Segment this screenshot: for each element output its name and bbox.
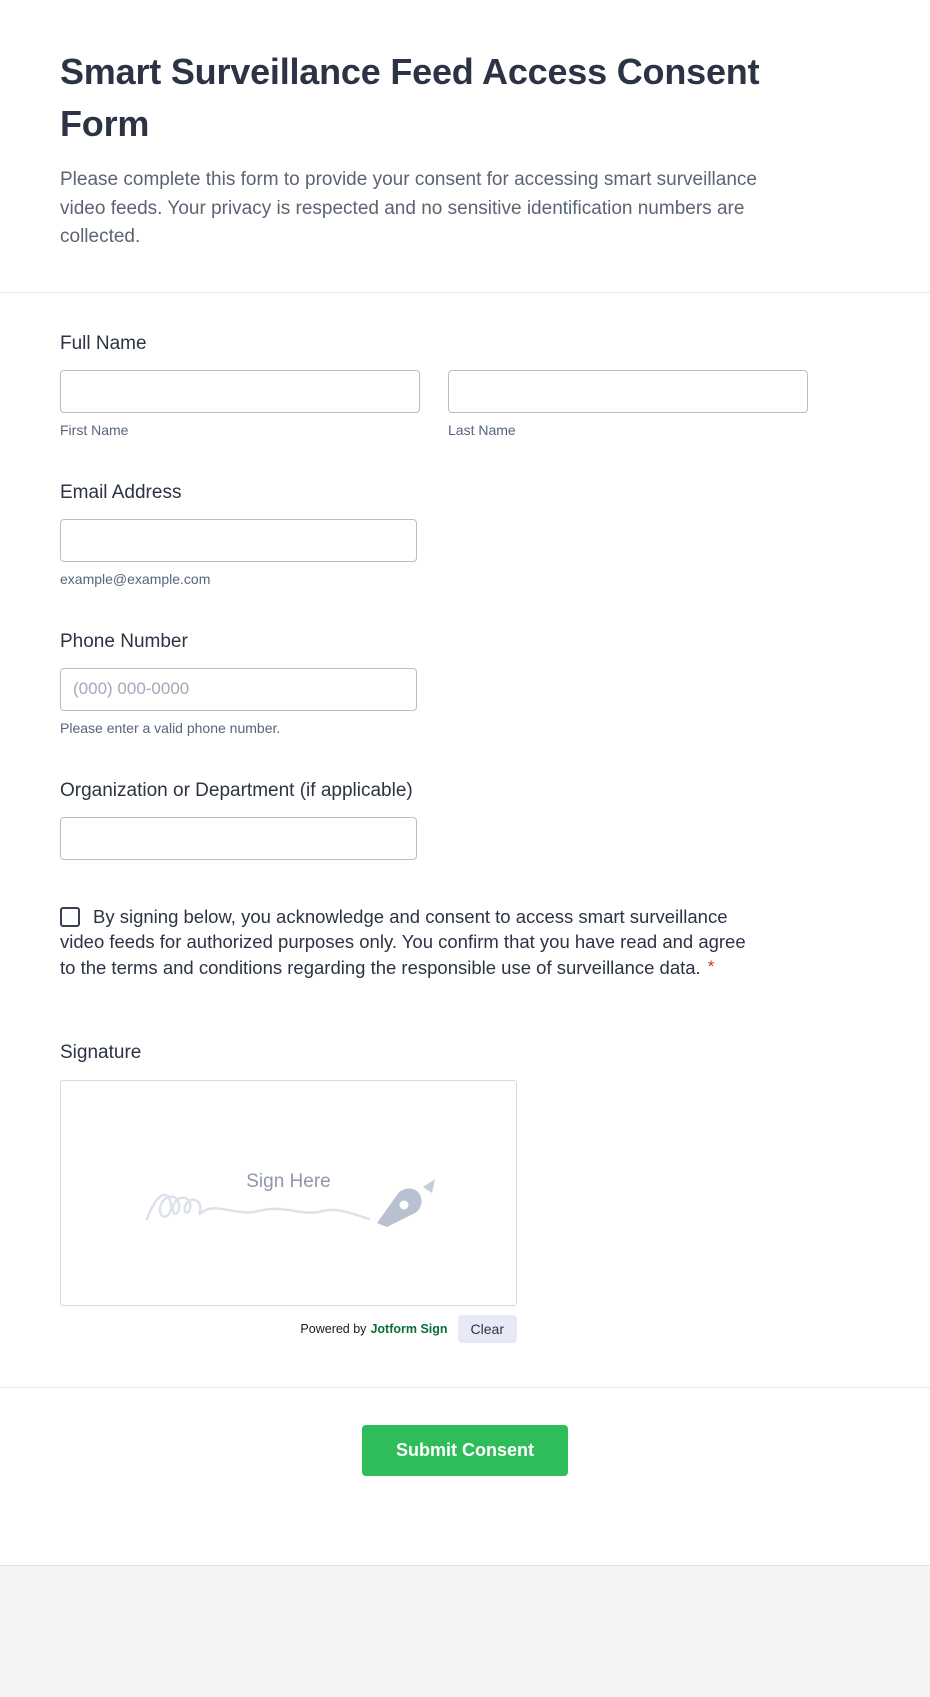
first-name-input[interactable] — [60, 370, 420, 413]
phone-input[interactable] — [60, 668, 417, 711]
submit-button[interactable]: Submit Consent — [362, 1425, 568, 1476]
phone-sublabel: Please enter a valid phone number. — [60, 719, 281, 736]
first-name-col — [60, 370, 420, 438]
jotform-sign-brand: Jotform Sign — [370, 1322, 448, 1337]
signature-footer — [60, 1315, 517, 1343]
field-organization — [60, 780, 870, 860]
form-subtitle: Please complete this form to provide your consent for accessing smart surveillance video feeds. Your privacy is respected and no sensitive identification numbers are collected. — [60, 169, 757, 248]
consent-block — [60, 904, 750, 981]
form-body — [0, 293, 930, 1344]
phone-label: Phone Number — [60, 630, 188, 652]
powered-by-text — [300, 1322, 447, 1336]
signature-pad[interactable] — [60, 1080, 517, 1306]
field-email — [60, 482, 870, 587]
last-name-sublabel: Last Name — [448, 421, 516, 438]
clear-signature-button[interactable]: Clear — [458, 1315, 517, 1343]
organization-label: Organization or Department (if applicable) — [60, 779, 413, 801]
signature-label: Signature — [60, 1042, 142, 1064]
last-name-input[interactable] — [448, 370, 808, 413]
required-asterisk: * — [707, 956, 715, 976]
signature-squiggle — [147, 1195, 369, 1219]
sign-here-text: Sign Here — [246, 1171, 331, 1193]
form-header — [0, 0, 930, 292]
email-label: Email Address — [60, 481, 182, 503]
full-name-label: Full Name — [60, 332, 147, 354]
submit-section — [0, 1388, 930, 1522]
first-name-sublabel: First Name — [60, 421, 129, 438]
organization-input[interactable] — [60, 817, 417, 860]
consent-text: By signing below, you acknowledge and consent to access smart surveillance video feeds for authorized purposes only. You confirm that you have read and agree to the terms and conditions regarding the responsible use of surveillance data. — [60, 905, 746, 978]
form-title: Smart Surveillance Feed Access Consent Form — [60, 51, 760, 145]
consent-checkbox[interactable] — [60, 907, 80, 927]
email-input[interactable] — [60, 519, 417, 562]
field-full-name — [60, 333, 870, 438]
field-signature — [60, 1042, 870, 1343]
signature-placeholder-art — [141, 1167, 441, 1239]
last-name-col — [448, 370, 808, 438]
field-phone — [60, 631, 870, 736]
name-row — [60, 370, 870, 438]
powered-by-label: Powered by — [300, 1322, 367, 1337]
pen-nib-icon — [377, 1179, 435, 1227]
email-sublabel: example@example.com — [60, 570, 211, 587]
